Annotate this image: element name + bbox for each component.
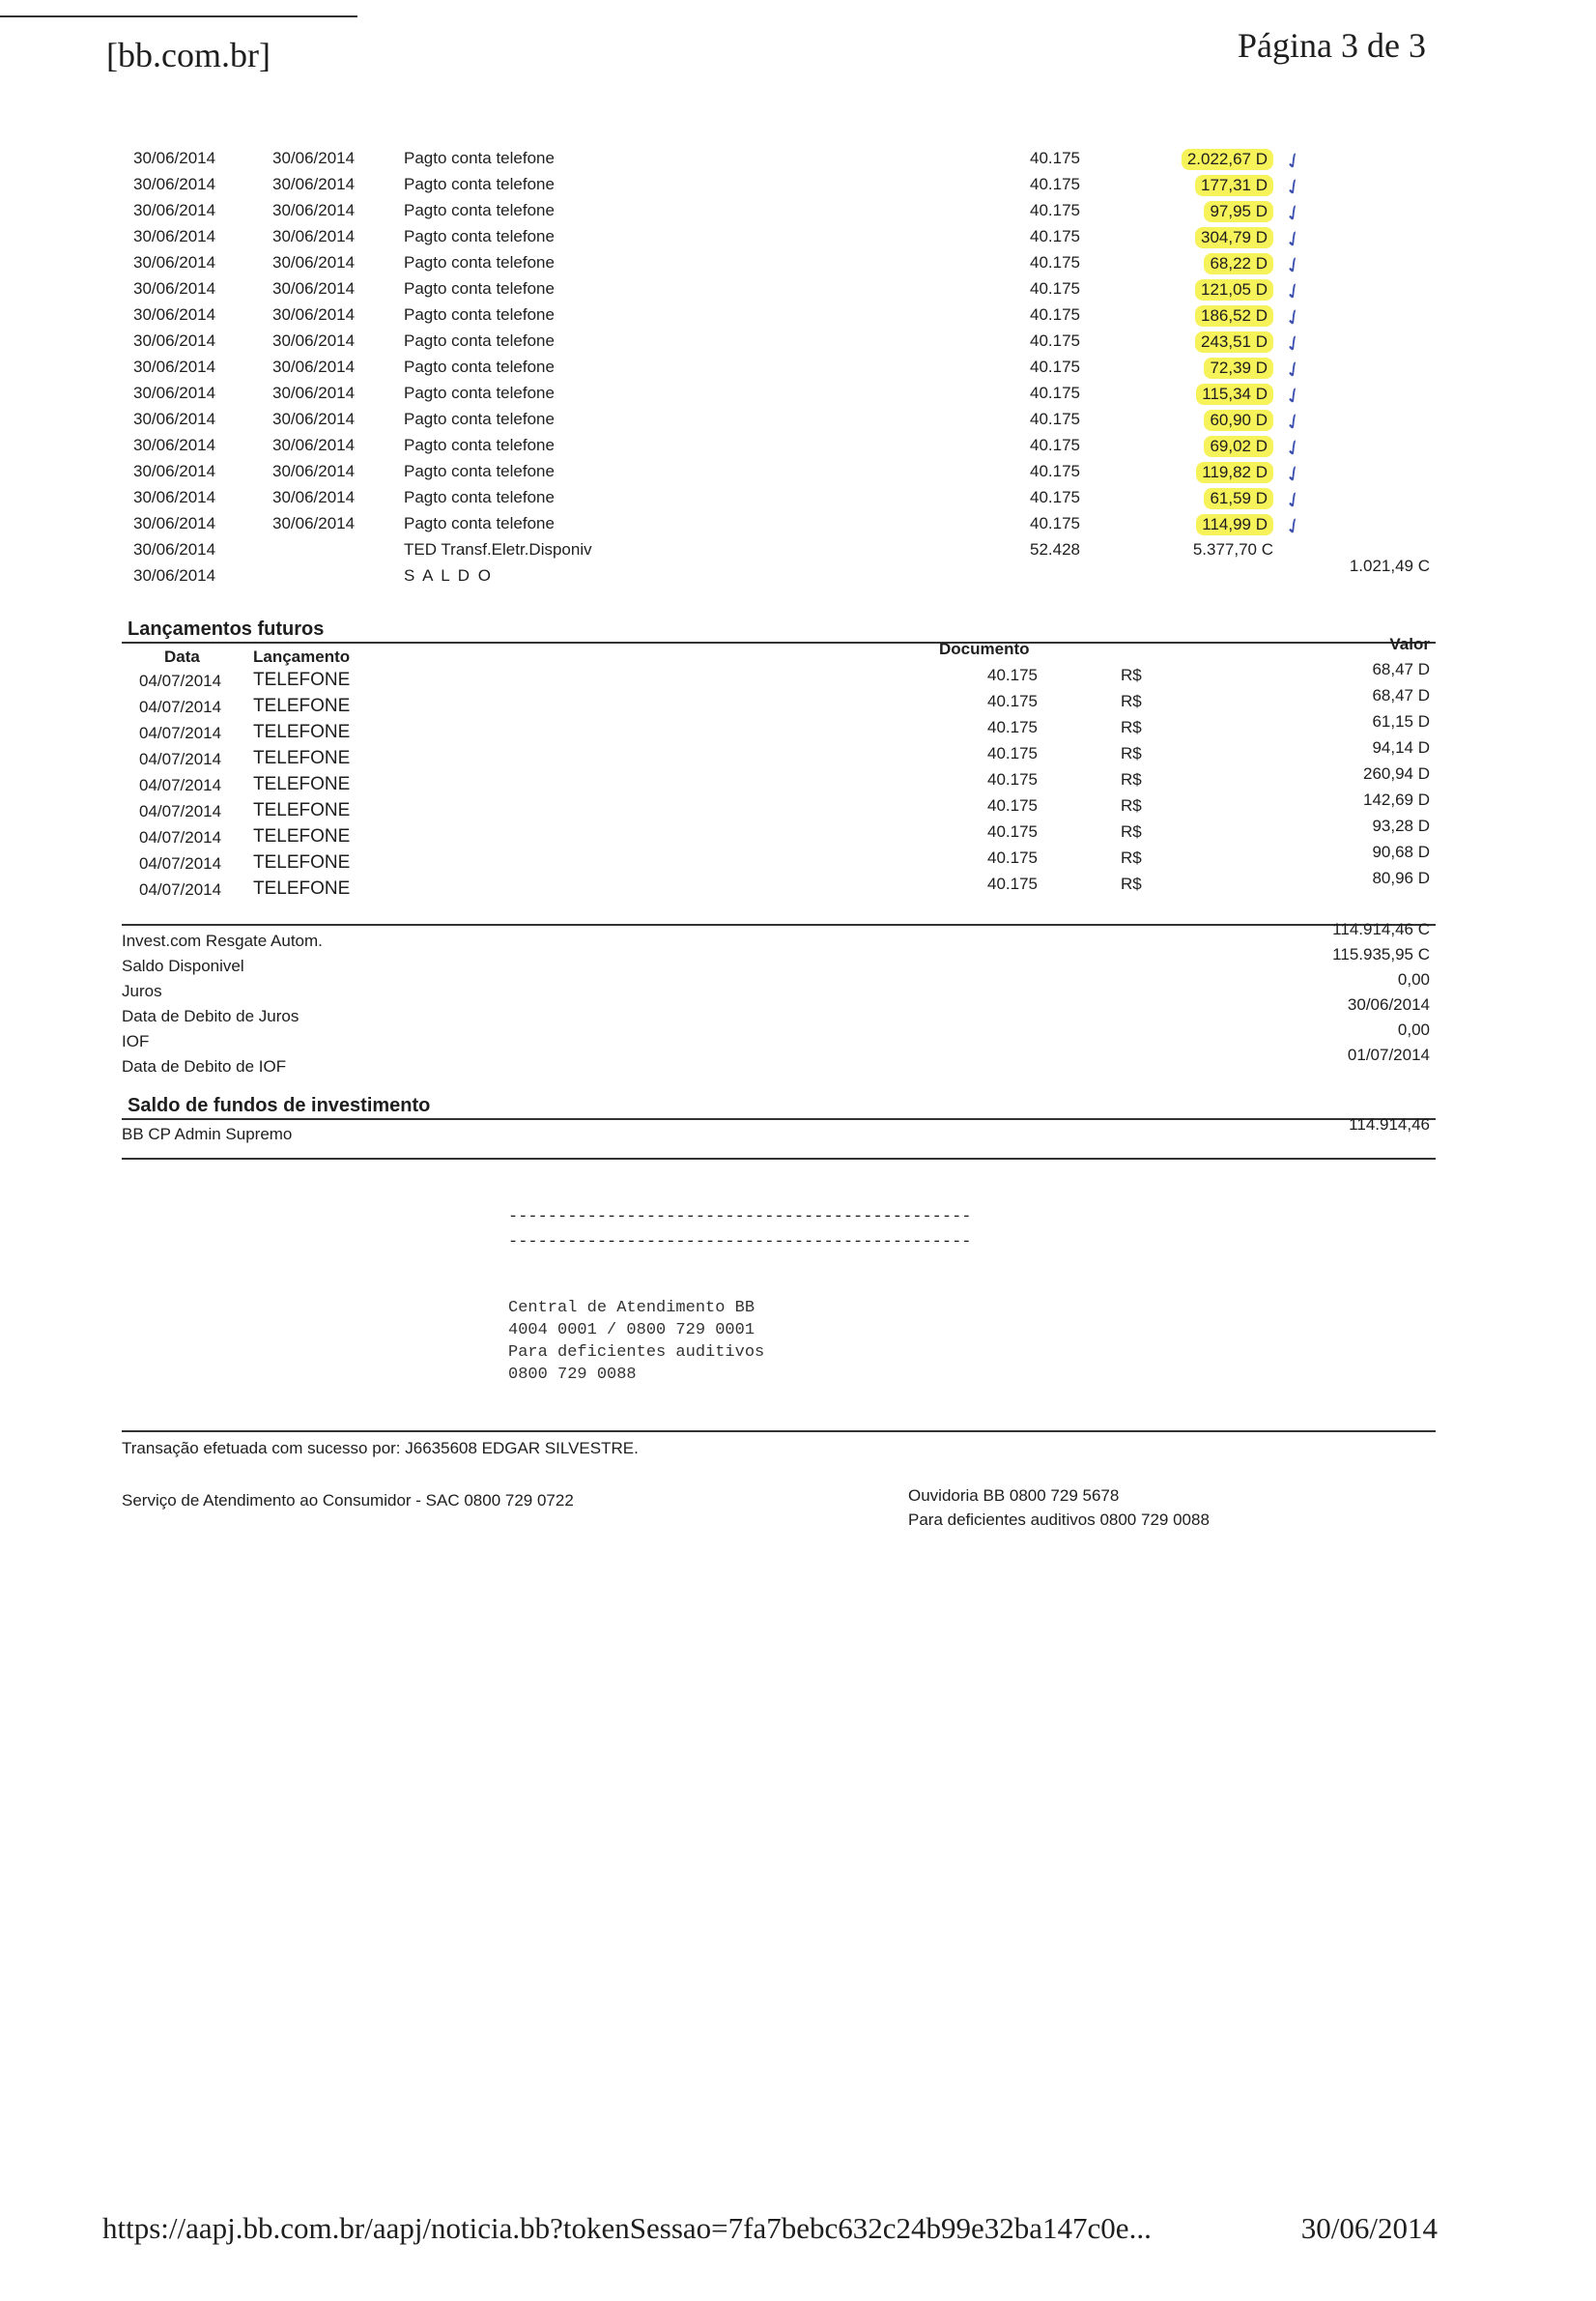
saldo-label: S A L D O <box>404 566 494 585</box>
futuros-lancamento: TELEFONE <box>253 748 351 768</box>
futuros-date: 04/07/2014 <box>139 776 222 794</box>
futuros-row <box>0 843 1596 880</box>
futuros-header-lancamento: Lançamento <box>253 647 351 666</box>
futuros-row <box>0 660 1596 698</box>
futuros-row <box>0 817 1596 854</box>
futuros-date: 04/07/2014 <box>139 854 222 873</box>
transaction-value: 5.377,70 C <box>1192 540 1273 559</box>
transaction-value: 97,95 D <box>1204 201 1273 222</box>
transaction-document: 40.175 <box>1030 488 1080 506</box>
summary-row <box>0 995 1596 1032</box>
summary-value: 0,00 <box>1397 1021 1430 1039</box>
futuros-currency: R$ <box>1121 770 1142 789</box>
fundos-bottom-rule <box>122 1158 1436 1160</box>
futuros-date: 04/07/2014 <box>139 724 222 742</box>
transaction-document: 40.175 <box>1030 410 1080 428</box>
dashed-separator: ----------------------------------------------- <box>508 1233 972 1251</box>
transaction-date: 30/06/2014 <box>133 149 216 167</box>
futuros-date: 04/07/2014 <box>139 672 222 690</box>
central-title: Central de Atendimento BB <box>508 1299 755 1317</box>
check-mark-icon: ✓ <box>1279 224 1307 254</box>
summary-label: Saldo Disponivel <box>122 957 244 975</box>
site-label: [bb.com.br] <box>106 36 271 74</box>
check-mark-icon: ✓ <box>1279 329 1307 359</box>
futuros-row <box>0 738 1596 776</box>
transaction-row <box>0 511 1596 541</box>
transaction-description: Pagto conta telefone <box>404 279 555 298</box>
summary-label: Data de Debito de IOF <box>122 1057 287 1076</box>
transaction-description: Pagto conta telefone <box>404 410 555 428</box>
top-rule <box>0 15 357 17</box>
transaction-row <box>0 250 1596 280</box>
futuros-lancamento: TELEFONE <box>253 722 351 742</box>
saldo-value: 1.021,49 C <box>1349 557 1430 575</box>
transaction-value: 114,99 D <box>1196 514 1273 535</box>
transaction-document: 40.175 <box>1030 436 1080 454</box>
transaction-description: Pagto conta telefone <box>404 331 555 350</box>
transaction-date: 30/06/2014 <box>133 410 216 428</box>
futuros-lancamento: TELEFONE <box>253 800 351 820</box>
transaction-value: 243,51 D <box>1195 331 1273 353</box>
futuros-header-data: Data <box>164 647 200 666</box>
check-mark-icon: ✓ <box>1279 511 1307 541</box>
ouvidoria-contact: Ouvidoria BB 0800 729 5678 <box>908 1486 1120 1505</box>
futuros-lancamento: TELEFONE <box>253 826 351 847</box>
transaction-date: 30/06/2014 <box>133 488 216 506</box>
transaction-value: 61,59 D <box>1204 488 1273 509</box>
fundos-name: BB CP Admin Supremo <box>122 1125 293 1143</box>
transaction-description: Pagto conta telefone <box>404 384 555 402</box>
summary-value: 01/07/2014 <box>1347 1046 1430 1064</box>
summary-rule <box>122 924 1436 926</box>
transaction-value: 115,34 D <box>1196 384 1273 405</box>
transaction-balance-date: 30/06/2014 <box>272 462 356 480</box>
saldo-date: 30/06/2014 <box>133 566 216 585</box>
futuros-row <box>0 791 1596 828</box>
transaction-date: 30/06/2014 <box>133 514 216 532</box>
futuros-date: 04/07/2014 <box>139 802 222 820</box>
check-mark-icon: ✓ <box>1279 381 1307 411</box>
transaction-value: 68,22 D <box>1204 253 1273 274</box>
transaction-document: 40.175 <box>1030 305 1080 324</box>
futuros-currency: R$ <box>1121 796 1142 815</box>
summary-value: 115.935,95 C <box>1332 945 1430 964</box>
summary-row <box>0 945 1596 982</box>
transaction-balance-date: 30/06/2014 <box>272 358 356 376</box>
futuros-row <box>0 686 1596 724</box>
futuros-value: 142,69 D <box>1363 791 1430 809</box>
check-mark-icon: ✓ <box>1279 276 1307 306</box>
ouvidoria-deficientes: Para deficientes auditivos 0800 729 0088 <box>908 1510 1210 1529</box>
transaction-balance-date: 30/06/2014 <box>272 410 356 428</box>
summary-row <box>0 1046 1596 1082</box>
futuros-lancamento: TELEFONE <box>253 774 351 794</box>
transaction-date: 30/06/2014 <box>133 384 216 402</box>
transaction-date: 30/06/2014 <box>133 279 216 298</box>
transaction-description: Pagto conta telefone <box>404 488 555 506</box>
futuros-document: 40.175 <box>987 822 1038 841</box>
check-mark-icon: ✓ <box>1279 250 1307 280</box>
futuros-document: 40.175 <box>987 718 1038 736</box>
transaction-balance-date: 30/06/2014 <box>272 436 356 454</box>
futuros-value: 93,28 D <box>1372 817 1430 835</box>
check-mark-icon: ✓ <box>1279 302 1307 332</box>
dashed-separator: ----------------------------------------------- <box>508 1208 972 1226</box>
futuros-lancamento: TELEFONE <box>253 670 351 690</box>
futuros-date: 04/07/2014 <box>139 698 222 716</box>
summary-value: 114.914,46 C <box>1332 920 1430 938</box>
transaction-document: 40.175 <box>1030 384 1080 402</box>
futuros-value: 90,68 D <box>1372 843 1430 861</box>
transaction-row <box>0 146 1596 176</box>
central-deficientes-label: Para deficientes auditivos <box>508 1343 765 1362</box>
futuros-value: 80,96 D <box>1372 869 1430 887</box>
transaction-row <box>0 459 1596 489</box>
transaction-document: 40.175 <box>1030 227 1080 245</box>
central-deficientes-phone: 0800 729 0088 <box>508 1366 637 1384</box>
transaction-description: Pagto conta telefone <box>404 227 555 245</box>
transaction-date: 30/06/2014 <box>133 436 216 454</box>
check-mark-icon: ✓ <box>1279 146 1307 176</box>
summary-value: 30/06/2014 <box>1347 995 1430 1014</box>
transaction-row <box>0 381 1596 411</box>
transaction-description: Pagto conta telefone <box>404 149 555 167</box>
summary-label: Juros <box>122 982 162 1000</box>
central-atendimento <box>508 1297 764 1386</box>
futuros-date: 04/07/2014 <box>139 828 222 847</box>
transaction-row <box>0 172 1596 202</box>
transaction-row <box>0 276 1596 306</box>
transaction-date: 30/06/2014 <box>133 358 216 376</box>
transaction-balance-date: 30/06/2014 <box>272 279 356 298</box>
transaction-balance-date: 30/06/2014 <box>272 305 356 324</box>
page-number: Página 3 de 3 <box>1238 26 1426 65</box>
transaction-value: 186,52 D <box>1195 305 1273 327</box>
futuros-value: 68,47 D <box>1372 686 1430 705</box>
transaction-date: 30/06/2014 <box>133 175 216 193</box>
transaction-description: Pagto conta telefone <box>404 175 555 193</box>
futuros-header-documento: Documento <box>939 640 1030 658</box>
futuros-value: 68,47 D <box>1372 660 1430 678</box>
transaction-row <box>0 302 1596 332</box>
transacao-status: Transação efetuada com sucesso por: J6635608 EDGAR SILVESTRE. <box>122 1439 639 1457</box>
transaction-description: Pagto conta telefone <box>404 253 555 272</box>
transaction-value: 60,90 D <box>1204 410 1273 431</box>
futuros-currency: R$ <box>1121 718 1142 736</box>
sac-contact: Serviço de Atendimento ao Consumidor - SAC 0800 729 0722 <box>122 1491 574 1510</box>
transaction-date: 30/06/2014 <box>133 305 216 324</box>
check-mark-icon: ✓ <box>1279 459 1307 489</box>
transaction-date: 30/06/2014 <box>133 331 216 350</box>
transaction-balance-date: 30/06/2014 <box>272 175 356 193</box>
transaction-row <box>0 198 1596 228</box>
fundos-title: Saldo de fundos de investimento <box>128 1095 431 1116</box>
transaction-balance-date: 30/06/2014 <box>272 201 356 219</box>
transaction-description: Pagto conta telefone <box>404 462 555 480</box>
futuros-currency: R$ <box>1121 875 1142 893</box>
transaction-document: 40.175 <box>1030 253 1080 272</box>
transaction-balance-date: 30/06/2014 <box>272 227 356 245</box>
transaction-value: 69,02 D <box>1204 436 1273 457</box>
fundos-value: 114.914,46 <box>1349 1115 1430 1134</box>
check-mark-icon: ✓ <box>1279 198 1307 228</box>
central-phones: 4004 0001 / 0800 729 0001 <box>508 1321 755 1339</box>
transaction-date: 30/06/2014 <box>133 540 216 559</box>
futuros-document: 40.175 <box>987 875 1038 893</box>
summary-label: Data de Debito de Juros <box>122 1007 299 1025</box>
transaction-balance-date: 30/06/2014 <box>272 253 356 272</box>
futuros-document: 40.175 <box>987 666 1038 684</box>
saldo-row <box>0 557 1596 592</box>
summary-value: 0,00 <box>1397 970 1430 989</box>
transaction-row <box>0 485 1596 515</box>
transaction-value: 72,39 D <box>1204 358 1273 379</box>
print-date: 30/06/2014 <box>1300 2211 1438 2245</box>
futuros-value: 94,14 D <box>1372 738 1430 757</box>
transaction-document: 40.175 <box>1030 149 1080 167</box>
transaction-description: TED Transf.Eletr.Disponiv <box>404 540 592 559</box>
check-mark-icon: ✓ <box>1279 433 1307 463</box>
futuros-currency: R$ <box>1121 822 1142 841</box>
transaction-description: Pagto conta telefone <box>404 514 555 532</box>
transaction-balance-date: 30/06/2014 <box>272 514 356 532</box>
futuros-currency: R$ <box>1121 744 1142 762</box>
futuros-row <box>0 712 1596 750</box>
check-mark-icon: ✓ <box>1279 172 1307 202</box>
transaction-document: 40.175 <box>1030 279 1080 298</box>
transaction-value: 2.022,67 D <box>1182 149 1273 170</box>
transaction-document: 40.175 <box>1030 514 1080 532</box>
transaction-date: 30/06/2014 <box>133 462 216 480</box>
check-mark-icon: ✓ <box>1279 407 1307 437</box>
transaction-date: 30/06/2014 <box>133 253 216 272</box>
check-mark-icon: ✓ <box>1279 485 1307 515</box>
transaction-document: 40.175 <box>1030 201 1080 219</box>
futuros-document: 40.175 <box>987 770 1038 789</box>
futuros-lancamento: TELEFONE <box>253 878 351 899</box>
futuros-document: 40.175 <box>987 796 1038 815</box>
futuros-currency: R$ <box>1121 848 1142 867</box>
transaction-date: 30/06/2014 <box>133 227 216 245</box>
transaction-description: Pagto conta telefone <box>404 305 555 324</box>
transaction-description: Pagto conta telefone <box>404 358 555 376</box>
transaction-document: 40.175 <box>1030 175 1080 193</box>
futuros-row <box>0 764 1596 802</box>
transaction-value: 119,82 D <box>1196 462 1273 483</box>
footer-rule <box>122 1430 1436 1432</box>
futuros-rule <box>122 642 1436 644</box>
check-mark-icon: ✓ <box>1279 355 1307 385</box>
futuros-currency: R$ <box>1121 692 1142 710</box>
futuros-lancamento: TELEFONE <box>253 852 351 873</box>
transaction-balance-date: 30/06/2014 <box>272 331 356 350</box>
transaction-row <box>0 433 1596 463</box>
summary-label: IOF <box>122 1032 150 1050</box>
transaction-document: 40.175 <box>1030 358 1080 376</box>
futuros-title: Lançamentos futuros <box>128 618 325 640</box>
futuros-lancamento: TELEFONE <box>253 696 351 716</box>
transaction-value: 177,31 D <box>1195 175 1273 196</box>
transaction-balance-date: 30/06/2014 <box>272 384 356 402</box>
futuros-currency: R$ <box>1121 666 1142 684</box>
futuros-header-valor: Valor <box>1389 635 1430 653</box>
futuros-document: 40.175 <box>987 848 1038 867</box>
futuros-value: 260,94 D <box>1363 764 1430 783</box>
futuros-date: 04/07/2014 <box>139 880 222 899</box>
page-url: https://aapj.bb.com.br/aapj/noticia.bb?tokenSessao=7fa7bebc632c24b99e32ba147c0e... <box>102 2211 1152 2245</box>
transaction-value: 304,79 D <box>1195 227 1273 248</box>
fundos-rule <box>122 1118 1436 1120</box>
summary-label: Invest.com Resgate Autom. <box>122 932 323 950</box>
futuros-document: 40.175 <box>987 744 1038 762</box>
transaction-document: 52.428 <box>1030 540 1080 559</box>
futuros-date: 04/07/2014 <box>139 750 222 768</box>
transaction-row <box>0 407 1596 437</box>
transaction-row <box>0 355 1596 385</box>
transaction-description: Pagto conta telefone <box>404 436 555 454</box>
transaction-balance-date: 30/06/2014 <box>272 488 356 506</box>
transaction-row <box>0 224 1596 254</box>
transaction-date: 30/06/2014 <box>133 201 216 219</box>
transaction-balance-date: 30/06/2014 <box>272 149 356 167</box>
transaction-description: Pagto conta telefone <box>404 201 555 219</box>
transaction-document: 40.175 <box>1030 462 1080 480</box>
futuros-document: 40.175 <box>987 692 1038 710</box>
futuros-row <box>0 869 1596 906</box>
futuros-value: 61,15 D <box>1372 712 1430 731</box>
transaction-document: 40.175 <box>1030 331 1080 350</box>
transaction-row <box>0 331 1596 358</box>
transaction-value: 121,05 D <box>1195 279 1273 301</box>
